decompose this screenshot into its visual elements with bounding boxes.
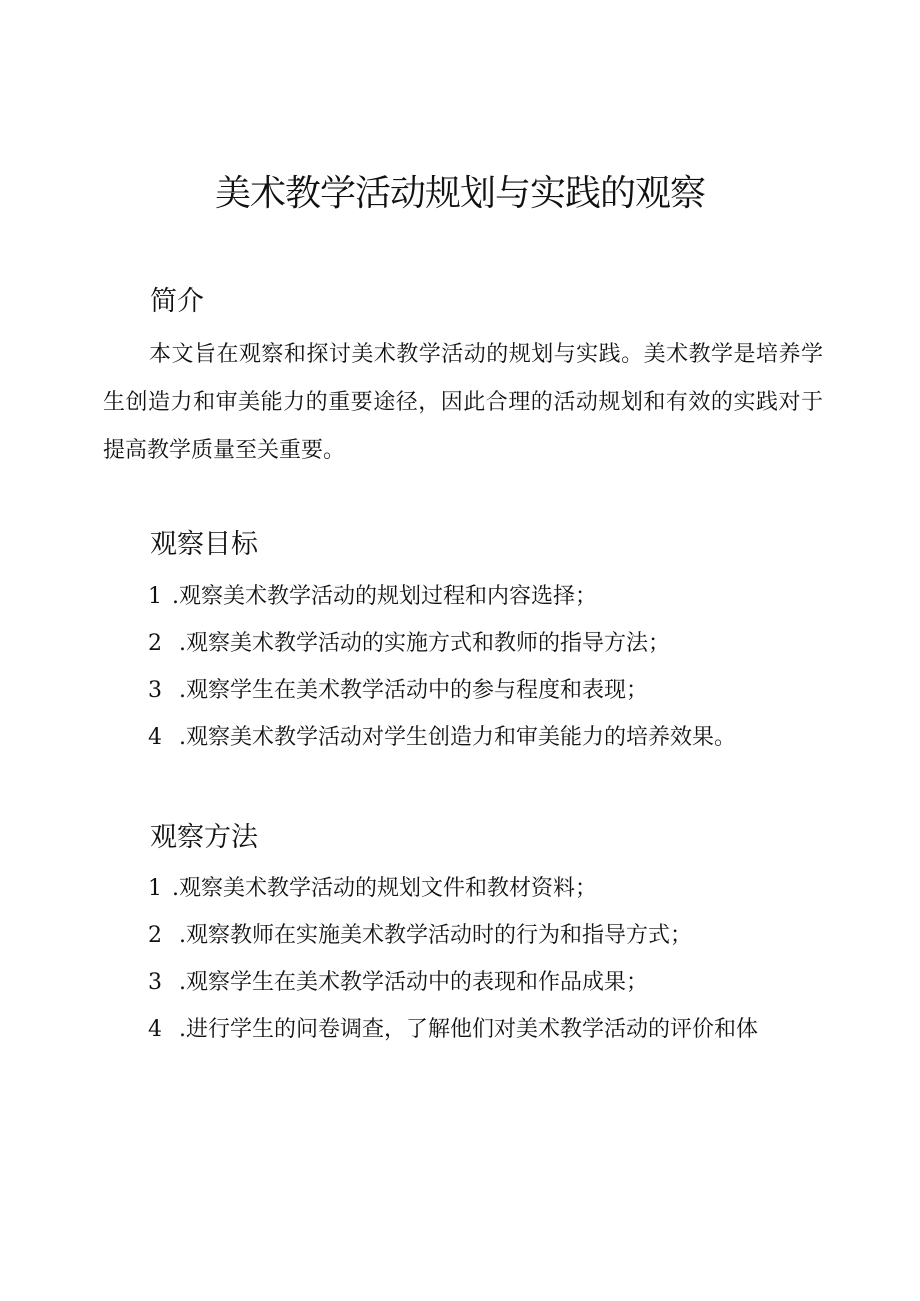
list-item (148, 667, 736, 714)
item-text: .观察美术教学活动对学生创造力和审美能力的培养效果。 (172, 725, 736, 750)
item-number: 4 (148, 725, 162, 750)
intro-heading: 简介 (150, 286, 204, 317)
item-number: 3 (148, 970, 162, 995)
item-text: .观察美术教学活动的实施方式和教师的指导方法； (172, 631, 670, 656)
list-item (148, 620, 736, 667)
objectives-heading: 观察目标 (150, 529, 258, 560)
list-item (148, 912, 758, 959)
methods-heading: 观察方法 (150, 822, 258, 853)
item-text: .观察学生在美术教学活动中的参与程度和表现； (172, 678, 648, 703)
item-text: .观察美术教学活动的规划过程和内容选择； (172, 584, 597, 609)
list-item (148, 1006, 758, 1053)
objectives-list (148, 573, 736, 761)
methods-list (148, 865, 758, 1053)
item-number: 2 (148, 631, 162, 656)
item-number: 1 (148, 876, 162, 901)
item-number: 4 (148, 1017, 162, 1042)
list-item (148, 865, 758, 912)
item-number: 3 (148, 678, 162, 703)
list-item (148, 714, 736, 761)
list-item (148, 959, 758, 1006)
list-item (148, 573, 736, 620)
intro-paragraph: 本文旨在观察和探讨美术教学活动的规划与实践。美术教学是培养学生创造力和审美能力的重要途径，因此合理的活动规划和有效的实践对于提高教学质量至关重要。 (103, 342, 823, 463)
document-title: 美术教学活动规划与实践的观察 (214, 173, 705, 214)
item-number: 1 (148, 584, 162, 609)
item-text: .进行学生的问卷调查，了解他们对美术教学活动的评价和体 (172, 1017, 758, 1042)
item-text: .观察学生在美术教学活动中的表现和作品成果； (172, 970, 648, 995)
item-number: 2 (148, 923, 162, 948)
item-text: .观察教师在实施美术教学活动时的行为和指导方式； (172, 923, 692, 948)
item-text: .观察美术教学活动的规划文件和教材资料； (172, 876, 597, 901)
